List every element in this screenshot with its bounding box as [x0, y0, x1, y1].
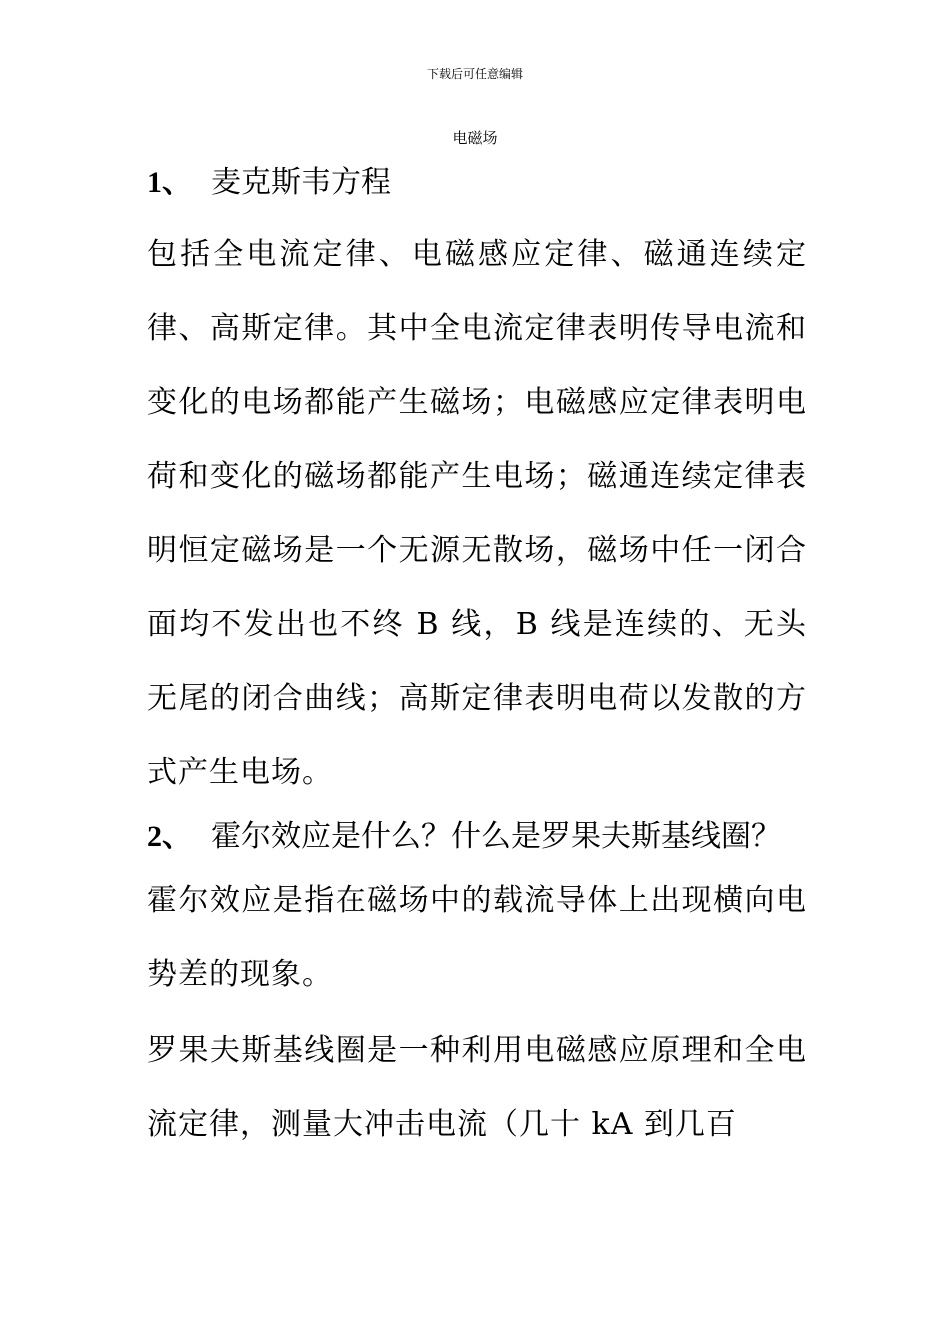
document-body [147, 160, 807, 1162]
section-1-number: 1、 [147, 166, 192, 199]
document-title: 电磁场 [452, 129, 498, 147]
header-note: 下载后可任意编辑 [426, 67, 523, 81]
section-2-title: 霍尔效应是什么？什么是罗果夫斯基线圈？ [211, 819, 781, 854]
section-2-number: 2、 [147, 820, 192, 853]
section-2-paragraph-1: 霍尔效应是指在磁场中的载流导体上出现横向电势差的现象。 [147, 883, 807, 992]
section-2-heading [147, 814, 807, 860]
section-1-title: 麦克斯韦方程 [211, 165, 391, 200]
section-2-paragraph-2: 罗果夫斯基线圈是一种利用电磁感应原理和全电流定律，测量大冲击电流（几十 kA 到几百 [147, 1033, 807, 1142]
section-1-heading [147, 160, 807, 206]
section-1-paragraph: 包括全电流定律、电磁感应定律、磁通连续定律、高斯定律。其中全电流定律表明传导电流和变化的电场都能产生磁场；电磁感应定律表明电荷和变化的磁场都能产生电场；磁通连续定律表明恒定磁场是一个无源无散场，磁场中任一闭合面均不发出也不终 B 线，B 线是连续的、无头无尾的闭合曲线；高斯定律表明电荷以发散的方式产生电场。 [147, 237, 807, 790]
